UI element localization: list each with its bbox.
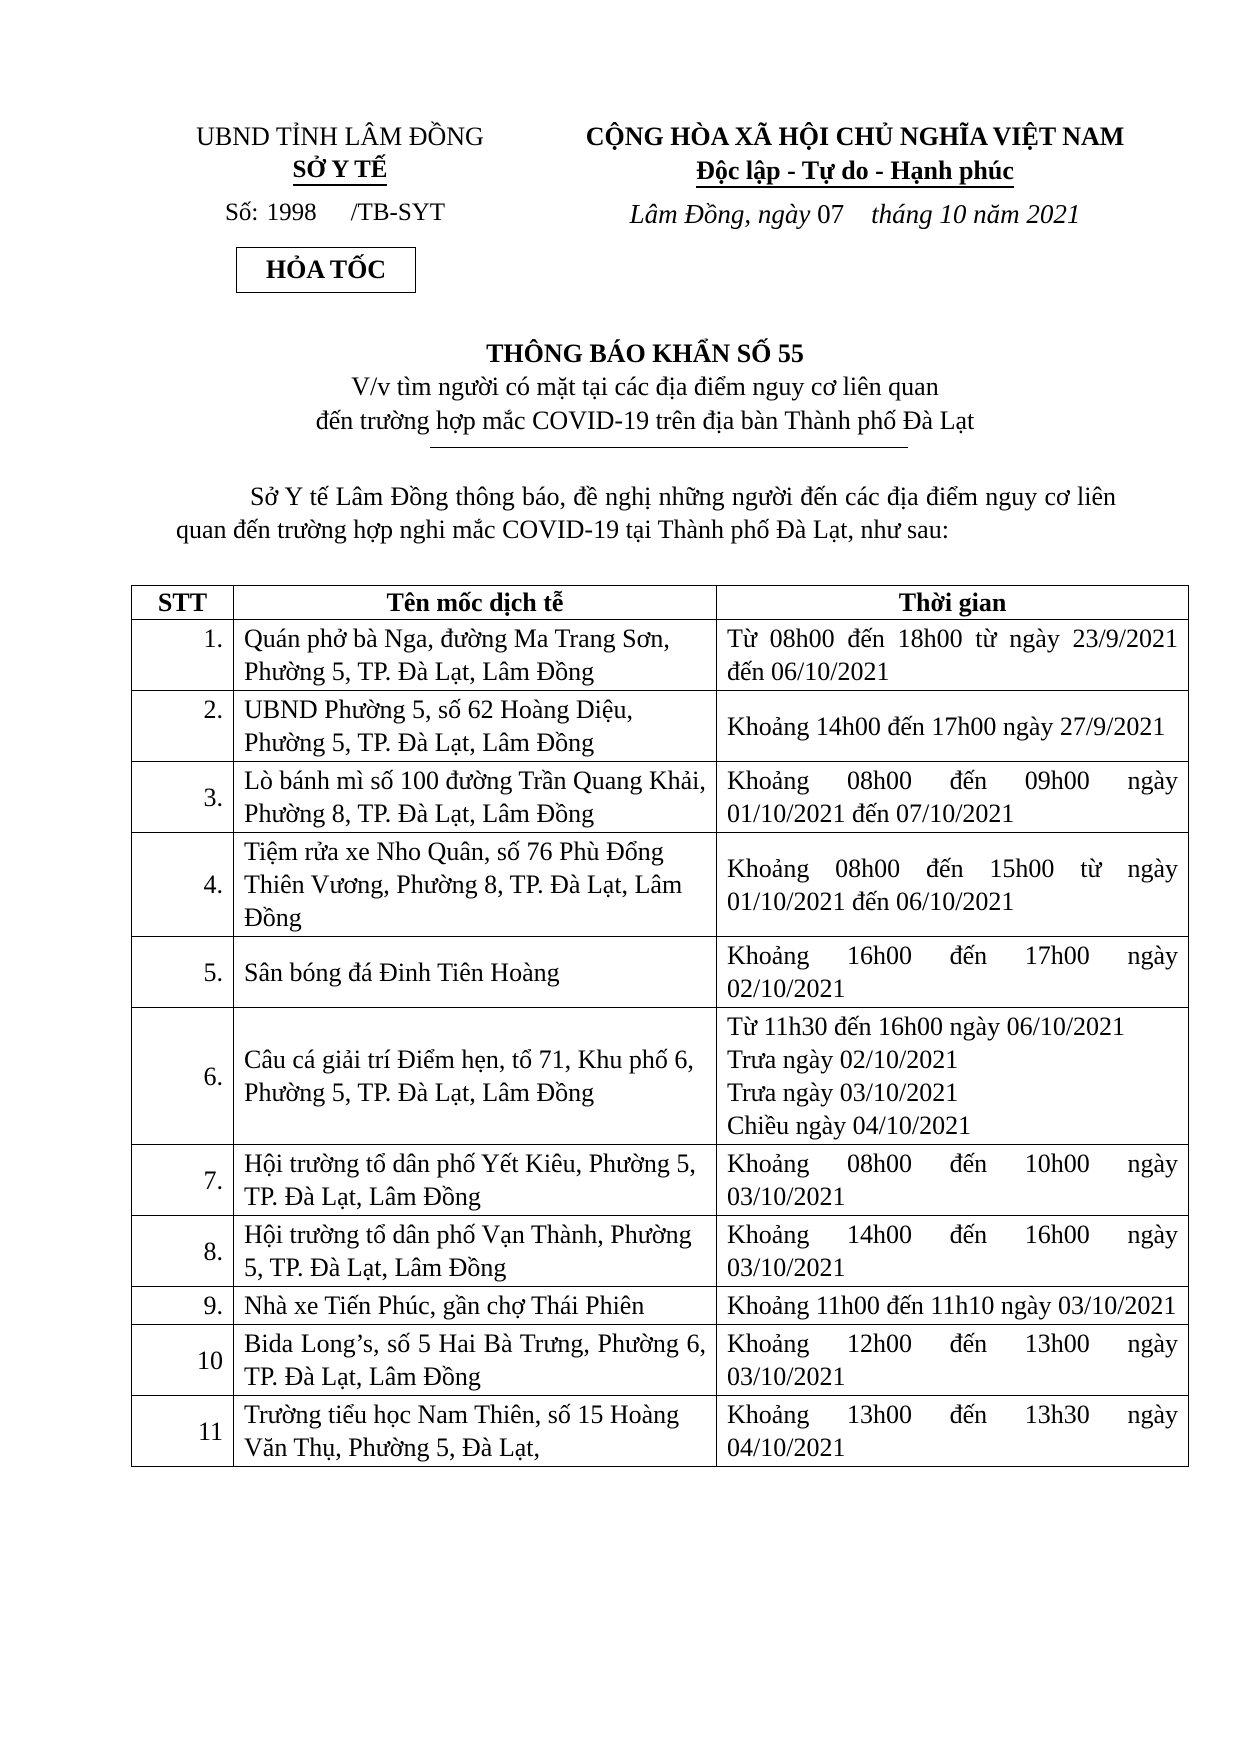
table-row bbox=[132, 1396, 1189, 1467]
row-stt: 9. bbox=[132, 1287, 234, 1325]
row-place: Câu cá giải trí Điểm hẹn, tổ 71, Khu phố 6, Phường 5, TP. Đà Lạt, Lâm Đồng bbox=[234, 1008, 717, 1145]
table-row bbox=[132, 833, 1189, 937]
row-place: Sân bóng đá Đinh Tiên Hoàng bbox=[234, 937, 717, 1008]
date-line bbox=[540, 199, 1170, 230]
table-row bbox=[132, 1216, 1189, 1287]
row-time bbox=[717, 1008, 1189, 1145]
notice-subtitle-1: V/v tìm người có mặt tại các địa điểm nguy cơ liên quan bbox=[351, 372, 939, 401]
row-time-line: Từ 08h00 đến 18h00 từ ngày 23/9/2021 đến 06/10/2021 bbox=[727, 624, 1178, 686]
motto-text: Độc lập - Tự do - Hạnh phúc bbox=[696, 156, 1014, 188]
notice-title: THÔNG BÁO KHẨN SỐ 55 bbox=[486, 339, 804, 368]
date-rest: tháng 10 năm 2021 bbox=[871, 199, 1081, 229]
row-stt: 11 bbox=[132, 1396, 234, 1467]
row-time-line: Khoảng 11h00 đến 11h10 ngày 03/10/2021 bbox=[727, 1291, 1177, 1320]
row-time bbox=[717, 1396, 1189, 1467]
row-time-line: Khoảng 14h00 đến 16h00 ngày 03/10/2021 bbox=[727, 1220, 1178, 1282]
row-time bbox=[717, 762, 1189, 833]
row-time-line: Khoảng 08h00 đến 09h00 ngày 01/10/2021 đến 07/10/2021 bbox=[727, 766, 1178, 828]
row-time bbox=[717, 833, 1189, 937]
row-time-line: Khoảng 12h00 đến 13h00 ngày 03/10/2021 bbox=[727, 1329, 1178, 1391]
row-place: Lò bánh mì số 100 đường Trần Quang Khải, Phường 8, TP. Đà Lạt, Lâm Đồng bbox=[234, 762, 717, 833]
row-stt: 2. bbox=[132, 691, 234, 762]
document-number-suffix: /TB-SYT bbox=[350, 199, 446, 226]
title-divider bbox=[430, 447, 908, 448]
document-number-label: Số: 1998 bbox=[225, 199, 317, 226]
motto bbox=[540, 156, 1170, 186]
row-time-line: Khoảng 08h00 đến 15h00 từ ngày 01/10/2021 đến 06/10/2021 bbox=[727, 853, 1178, 916]
notice-subtitle-2: đến trường hợp mắc COVID-19 trên địa bàn Thành phố Đà Lạt bbox=[315, 406, 975, 435]
row-time bbox=[717, 691, 1189, 762]
row-stt: 1. bbox=[132, 620, 234, 691]
table-row bbox=[132, 937, 1189, 1008]
urgent-stamp: HỎA TỐC bbox=[236, 247, 416, 293]
department-name bbox=[160, 156, 520, 184]
row-stt: 7. bbox=[132, 1145, 234, 1216]
table-body bbox=[132, 620, 1189, 1467]
agency-name: UBND TỈNH LÂM ĐỒNG bbox=[196, 122, 484, 151]
document-number bbox=[225, 199, 445, 227]
row-time-line: Khoảng 13h00 đến 13h30 ngày 04/10/2021 bbox=[727, 1400, 1178, 1462]
row-time bbox=[717, 1145, 1189, 1216]
table-row bbox=[132, 1008, 1189, 1145]
row-time-line: Chiều ngày 04/10/2021 bbox=[727, 1111, 972, 1140]
row-time-line: Khoảng 14h00 đến 17h00 ngày 27/9/2021 bbox=[727, 711, 1166, 741]
table-row bbox=[132, 620, 1189, 691]
nation-title: CỘNG HÒA XÃ HỘI CHỦ NGHĨA VIỆT NAM bbox=[585, 122, 1125, 151]
row-time bbox=[717, 937, 1189, 1008]
row-time-line: Trưa ngày 03/10/2021 bbox=[727, 1078, 959, 1107]
row-place: Tiệm rửa xe Nho Quân, số 76 Phù Đổng Thiên Vương, Phường 8, TP. Đà Lạt, Lâm Đồng bbox=[234, 833, 717, 937]
table-row bbox=[132, 1325, 1189, 1396]
row-time-line: Khoảng 08h00 đến 10h00 ngày 03/10/2021 bbox=[727, 1149, 1178, 1211]
row-time bbox=[717, 620, 1189, 691]
epidemiological-table bbox=[131, 585, 1189, 1467]
header-place: Tên mốc dịch tễ bbox=[234, 586, 717, 620]
row-stt: 10 bbox=[132, 1325, 234, 1396]
header-time: Thời gian bbox=[717, 586, 1189, 620]
row-time-line: Từ 11h30 đến 16h00 ngày 06/10/2021 bbox=[727, 1012, 1126, 1041]
row-place: Hội trường tổ dân phố Yết Kiêu, Phường 5, TP. Đà Lạt, Lâm Đồng bbox=[234, 1145, 717, 1216]
table-row bbox=[132, 691, 1189, 762]
date-place: Lâm Đồng, ngày bbox=[629, 199, 811, 229]
row-stt: 5. bbox=[132, 937, 234, 1008]
row-stt: 4. bbox=[132, 833, 234, 937]
row-time bbox=[717, 1287, 1189, 1325]
table-header-row bbox=[132, 586, 1189, 620]
row-place: Trường tiểu học Nam Thiên, số 15 Hoàng Văn Thụ, Phường 5, Đà Lạt, bbox=[234, 1396, 717, 1467]
row-time-line: Trưa ngày 02/10/2021 bbox=[727, 1045, 959, 1074]
header-stt: STT bbox=[132, 586, 234, 620]
row-stt: 3. bbox=[132, 762, 234, 833]
department-name-text: SỞ Y TẾ bbox=[293, 156, 388, 186]
row-place: Nhà xe Tiến Phúc, gần chợ Thái Phiên bbox=[234, 1287, 717, 1325]
table-row bbox=[132, 1287, 1189, 1325]
row-place: Bida Long’s, số 5 Hai Bà Trưng, Phường 6, TP. Đà Lạt, Lâm Đồng bbox=[234, 1325, 717, 1396]
row-time-line: Khoảng 16h00 đến 17h00 ngày 02/10/2021 bbox=[727, 941, 1178, 1003]
row-place: Quán phở bà Nga, đường Ma Trang Sơn, Phường 5, TP. Đà Lạt, Lâm Đồng bbox=[234, 620, 717, 691]
table-row bbox=[132, 762, 1189, 833]
intro-paragraph: Sở Y tế Lâm Đồng thông báo, đề nghị những người đến các địa điểm nguy cơ liên quan đến trường hợp nghi mắc COVID-19 tại Thành phố Đà Lạt, như sau: bbox=[176, 482, 1116, 544]
row-place: Hội trường tổ dân phố Vạn Thành, Phường 5, TP. Đà Lạt, Lâm Đồng bbox=[234, 1216, 717, 1287]
row-place: UBND Phường 5, số 62 Hoàng Diệu, Phường 5, TP. Đà Lạt, Lâm Đồng bbox=[234, 691, 717, 762]
row-stt: 6. bbox=[132, 1008, 234, 1145]
table-row bbox=[132, 1145, 1189, 1216]
date-day: 07 bbox=[817, 199, 845, 229]
row-time bbox=[717, 1325, 1189, 1396]
row-time bbox=[717, 1216, 1189, 1287]
row-stt: 8. bbox=[132, 1216, 234, 1287]
